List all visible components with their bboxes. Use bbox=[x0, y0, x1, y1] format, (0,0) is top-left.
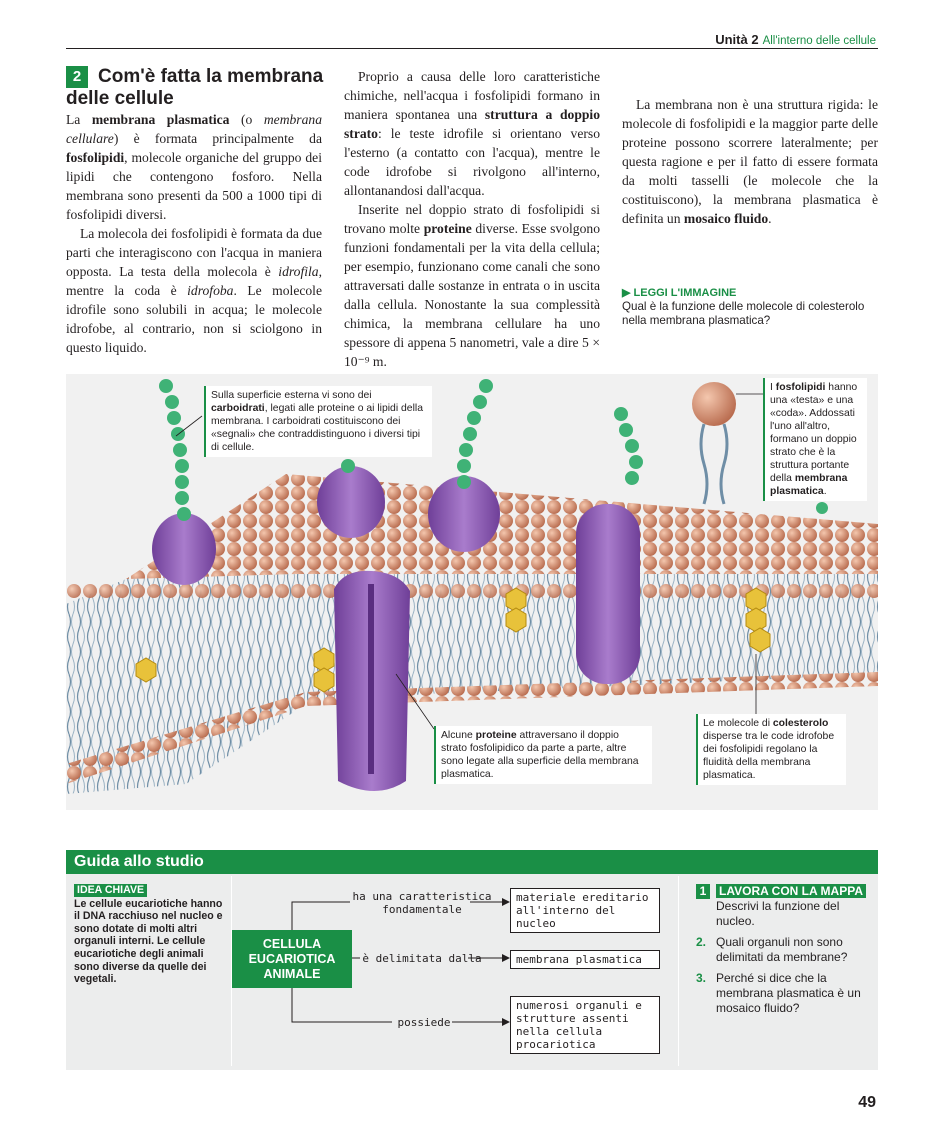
study-guide-bar: Guida allo studio bbox=[66, 850, 878, 874]
concept-node: membrana plasmatica bbox=[510, 950, 660, 969]
carbohydrate-callout: Sulla superficie esterna vi sono dei carboidrati, legati alle proteine o ai lipidi della membrana. I carboidrati costituiscono dei «segnali» che contraddistinguono i diversi tipi di cellule. bbox=[204, 386, 432, 457]
question-3: 3. Perché si dice che la membrana plasmatica è un mosaico fluido? bbox=[696, 971, 861, 1015]
key-idea-text: Le cellule eucariotiche hanno il DNA racchiuso nel nucleo e sono dotate di molti altri organuli interni. Le cellule eucariotiche degli animali sono diverse da quelle dei vegetali. bbox=[74, 897, 223, 986]
question-2: 2. Quali organuli non sono delimitati da membrane? bbox=[696, 935, 848, 964]
protein bbox=[152, 513, 216, 585]
text-column-1 bbox=[66, 110, 322, 357]
text-column-2 bbox=[344, 67, 600, 371]
concept-link-label: possiede bbox=[397, 1016, 451, 1029]
paragraph: La molecola dei fosfolipidi è formata da due parti che interagiscono con l'acqua in maniera opposta. La testa della molecola è idrofila, mentre la coda è idrofoba. Le molecole idrofile sono solubili in acqua; le molecole idrofobe, al contrario, non si sciolgono in questo liquido. bbox=[66, 226, 322, 355]
read-image-box bbox=[622, 286, 878, 328]
cholesterol-callout: Le molecole di colesterolo disperse tra le code idrofobe dei fosfolipidi regolano la fluidità della membrana plasmatica. bbox=[696, 714, 846, 785]
phospholipid-tail bbox=[701, 424, 707, 504]
paragraph: La membrana non è una struttura rigida: le molecole di fosfolipidi e la maggior parte delle proteine possono scorrere lateralmente; per questa ragione e per il fatto di essere formata da molti tasselli (le molecole che la costituiscono), la membrana plasmatica è definita un mosaico fluido. bbox=[622, 97, 878, 226]
section-title-text: Com'è fatta la membrana delle cellule bbox=[66, 66, 324, 109]
concept-node: numerosi organuli e strutture assenti nella cellula procariotica bbox=[510, 996, 660, 1054]
paragraph: La membrana plasmatica (o membrana cellulare) è formata principalmente da fosfolipidi, molecole organiche del gruppo dei lipidi che contengono fosforo. Nella membrana sono presenti da 500 a 1000 tipi di fosfolipidi diversi. bbox=[66, 112, 322, 222]
concept-link-label: ha una caratteristica fondamentale bbox=[352, 890, 492, 916]
key-idea-heading: IDEA CHIAVE bbox=[74, 884, 147, 897]
concept-link-label: è delimitata dalla bbox=[362, 952, 482, 965]
protein-callout: Alcune proteine attraversano il doppio strato fosfolipidico da parte a parte, altre sono legate alla superficie della membrana plasmatica. bbox=[434, 726, 652, 784]
page-number: 49 bbox=[858, 1094, 876, 1111]
study-questions bbox=[696, 884, 872, 1022]
paragraph: Inserite nel doppio strato di fosfolipidi si trovano molte proteine diverse. Esse svolgono funzioni fondamentali per la vita della cellula; per esempio, funzionano come canali che sono attraversati dalle sostanze in entrata o in uscita dalla cellula. Nonostante la sua complessità chimica, la membrana cellulare ha uno spessore di appena 5 nanometri, vale a dire 5 × 10⁻⁹ m. bbox=[344, 202, 600, 369]
concept-node: materiale ereditario all'interno del nucleo bbox=[510, 888, 660, 933]
unit-header bbox=[715, 32, 876, 47]
unit-label: Unità 2 bbox=[715, 32, 759, 47]
concept-center-node: CELLULA EUCARIOTICA ANIMALE bbox=[232, 930, 352, 988]
read-image-heading: ▶ LEGGI L'IMMAGINE bbox=[622, 287, 737, 299]
divider bbox=[678, 876, 679, 1066]
membrane-illustration bbox=[66, 374, 878, 810]
question-1: 1 LAVORA CON LA MAPPA Descrivi la funzione del nucleo. bbox=[696, 884, 872, 929]
phospholipid-callout: I fosfolipidi hanno una «testa» e una «coda». Addossati l'uno all'altro, formano un doppio strato che è la struttura portante della membrana plasmatica. bbox=[763, 378, 867, 501]
text-column-3 bbox=[622, 95, 878, 228]
section-title bbox=[66, 66, 326, 109]
unit-subtitle: All'interno delle cellule bbox=[762, 35, 876, 47]
protein bbox=[317, 466, 385, 538]
header-rule bbox=[66, 48, 878, 49]
read-image-question: Qual è la funzione delle molecole di colesterolo nella membrana plasmatica? bbox=[622, 300, 865, 327]
key-idea bbox=[74, 884, 224, 986]
channel-protein bbox=[576, 504, 640, 684]
phospholipid-head bbox=[692, 382, 736, 426]
paragraph: Proprio a causa delle loro caratteristiche chimiche, nell'acqua i fosfolipidi formano in maniera spontanea una struttura a doppio strato: le teste idrofile si orientano verso l'esterno (a contatto con l'acqua), mentre le code idrofobe si rivolgono all'interno, allontanandosi dall'acqua. bbox=[344, 69, 601, 198]
section-number-badge: 2 bbox=[66, 66, 88, 88]
